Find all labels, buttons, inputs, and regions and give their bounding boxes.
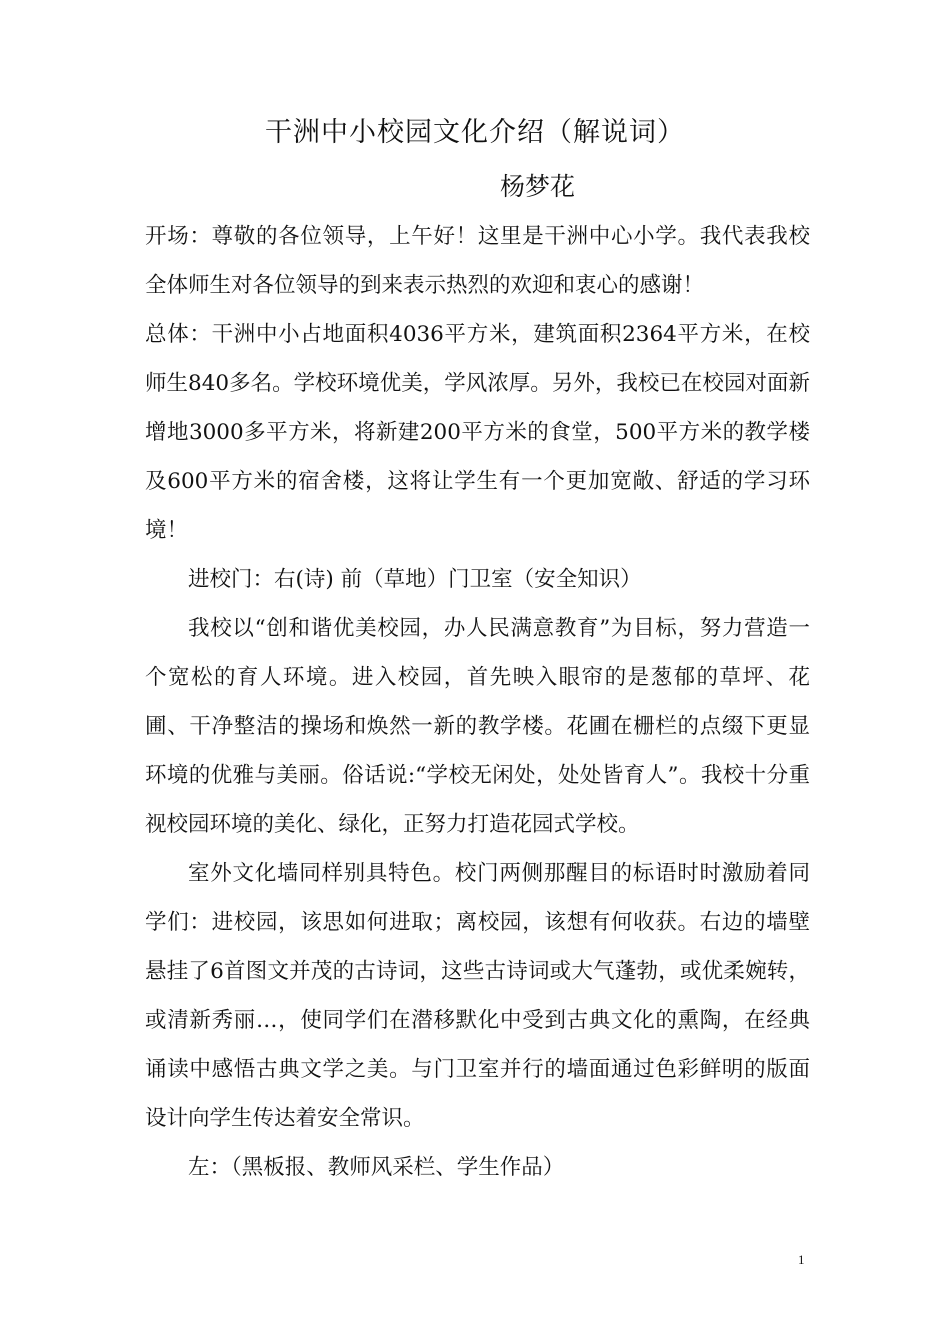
- paragraph-culture-wall: 室外文化墙同样别具特色。校门两侧那醒目的标语时时激励着同学们：进校园，该思如何进取；离校园，该想有何收获。右边的墙壁悬挂了6首图文并茂的古诗词，这些古诗词或大气蓬勃，或优柔婉转，或清新秀丽…，使同学们在潜移默化中受到古典文化的熏陶，在经典诵读中感悟古典文学之美。与门卫室并行的墙面通过色彩鲜明的版面设计向学生传达着安全常识。: [145, 861, 810, 1131]
- paragraph-environment: 我校以“创和谐优美校园，办人民满意教育”为目标，努力营造一个宽松的育人环境。进入校园，首先映入眼帘的是葱郁的草坪、花圃、干净整洁的操场和焕然一新的教学楼。花圃在栅栏的点缀下更显环境的优雅与美丽。俗话说:“学校无闲处，处处皆育人”。我校十分重视校园环境的美化、绿化，正努力打造花园式学校。: [145, 616, 810, 837]
- paragraph-opening: 开场：尊敬的各位领导，上午好！这里是干洲中心小学。我代表我校全体师生对各位领导的到来表示热烈的欢迎和衷心的感谢！: [145, 224, 810, 298]
- paragraph-overview: 总体：干洲中小占地面积4036平方米，建筑面积2364平方米，在校师生840多名。学校环境优美，学风浓厚。另外，我校已在校园对面新增地3000多平方米，将新建200平方米的食堂，500平方米的教学楼及600平方米的宿舍楼，这将让学生有一个更加宽敞、舒适的学习环境！: [145, 322, 810, 543]
- document-title: 干洲中小校园文化介绍（解说词）: [265, 117, 685, 148]
- paragraph-left-side: 左：（黑板报、教师风采栏、学生作品）: [188, 1155, 565, 1180]
- document-author: 杨梦花: [500, 172, 576, 201]
- paragraph-entrance: 进校门：右(诗) 前（草地）门卫室（安全知识）: [188, 567, 642, 592]
- document-body: [145, 212, 810, 1192]
- page-number: 1: [798, 1252, 805, 1267]
